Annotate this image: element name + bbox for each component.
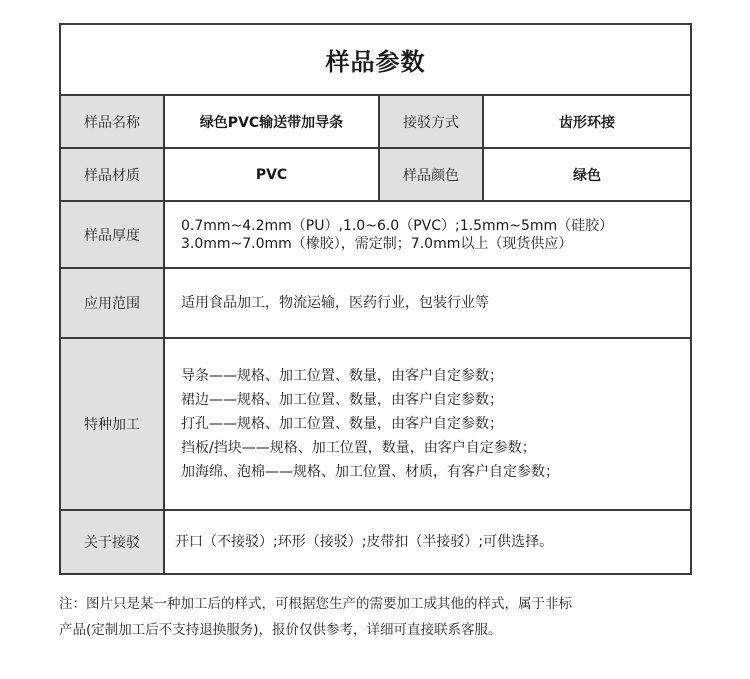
table-title: 样品参数 bbox=[61, 25, 690, 96]
value-sample-color: 绿色 bbox=[573, 167, 601, 184]
value-sample-thickness bbox=[165, 202, 690, 267]
table-row-processing bbox=[61, 339, 690, 511]
processing-line: 挡板/挡块——规格、加工位置，数量，由客户自定参数； bbox=[181, 440, 536, 456]
table-row-material bbox=[61, 149, 690, 202]
value-special-processing bbox=[165, 339, 690, 509]
value-sample-name: 绿色PVC输送带加导条 bbox=[165, 96, 380, 147]
label-about-joining: 关于接驳 bbox=[61, 511, 165, 573]
value-application: 适用食品加工，物流运输，医药行业，包装行业等 bbox=[181, 295, 489, 311]
table-row-application bbox=[61, 269, 690, 339]
footnote-line: 注：图片只是某一种加工后的样式，可根据您生产的需要加工成其他的样式，属于非标 bbox=[59, 596, 572, 612]
footnote bbox=[59, 591, 699, 643]
value-joining-method: 齿形环接 bbox=[559, 114, 615, 131]
value-sample-material: PVC bbox=[165, 149, 380, 200]
processing-line: 裙边——规格、加工位置、数量，由客户自定参数； bbox=[181, 392, 503, 408]
label-sample-color: 样品颜色 bbox=[380, 149, 484, 200]
thickness-line: 0.7mm~4.2mm（PU）,1.0~6.0（PVC）;1.5mm~5mm（硅胶） bbox=[181, 217, 614, 234]
value-about-joining: 开口（不接驳）;环形（接驳）;皮带扣（半接驳）;可供选择。 bbox=[175, 534, 554, 550]
processing-line: 加海绵、泡棉——规格、加工位置、材质，有客户自定参数； bbox=[181, 464, 559, 480]
footnote-line: 产品(定制加工后不支持退换服务)，报价仅供参考，详细可直接联系客服。 bbox=[59, 622, 502, 638]
label-special-processing: 特种加工 bbox=[61, 339, 165, 509]
label-sample-thickness: 样品厚度 bbox=[61, 202, 165, 267]
label-sample-material: 样品材质 bbox=[61, 149, 165, 200]
label-joining-method: 接驳方式 bbox=[380, 96, 484, 147]
label-application: 应用范围 bbox=[61, 269, 165, 337]
processing-line: 打孔——规格、加工位置、数量，由客户自定参数； bbox=[181, 416, 503, 432]
table-row-thickness bbox=[61, 202, 690, 269]
table-row-name bbox=[61, 96, 690, 149]
label-sample-name: 样品名称 bbox=[61, 96, 165, 147]
table-row-joining bbox=[61, 511, 690, 573]
spec-table bbox=[59, 23, 692, 575]
thickness-line: 3.0mm~7.0mm（橡胶），需定制；7.0mm以上（现货供应） bbox=[181, 235, 573, 252]
processing-line: 导条——规格、加工位置、数量，由客户自定参数； bbox=[181, 368, 503, 384]
